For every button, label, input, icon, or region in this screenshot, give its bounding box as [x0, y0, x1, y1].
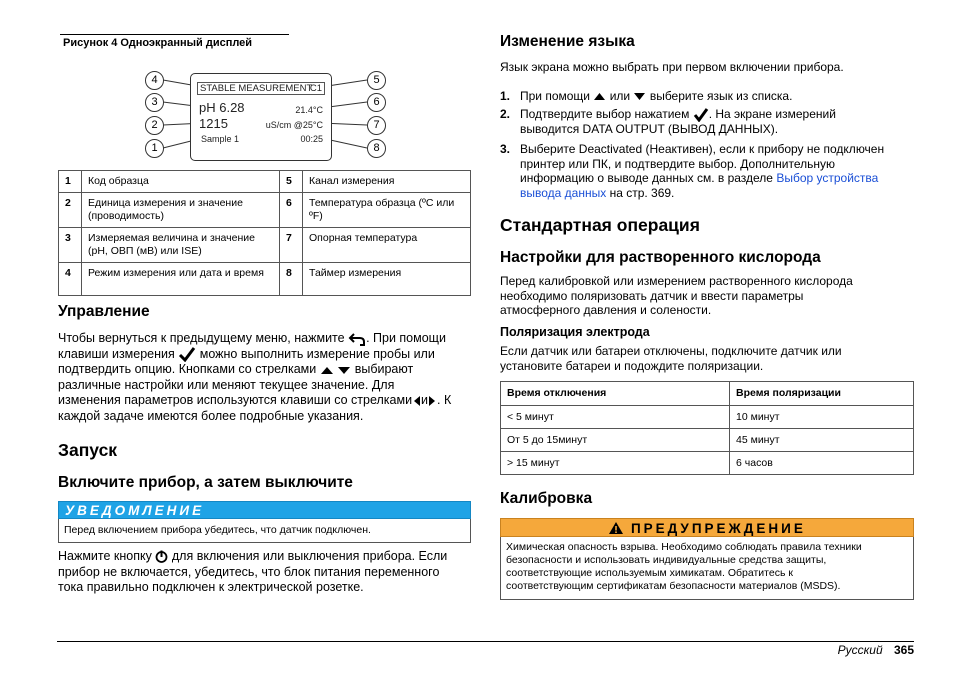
legend-row: 1 Код образца 5 Канал измерения: [59, 171, 471, 193]
language-intro: Язык экрана можно выбрать при первом включении прибора.: [500, 60, 844, 74]
lcd-temp: 21.4°C: [295, 105, 323, 115]
notice-header: УВЕДОМЛЕНИЕ: [58, 501, 471, 519]
heading-start: Запуск: [58, 440, 118, 460]
heading-calibration: Калибровка: [500, 490, 593, 507]
lcd-channel: C1: [309, 83, 322, 94]
table-row: От 5 до 15минут 45 минут: [501, 429, 914, 452]
callout-4: 4: [145, 71, 164, 90]
heading-power: Включите прибор, а затем выключите: [58, 474, 353, 491]
callout-6: 6: [367, 93, 386, 112]
lcd-display: [190, 73, 332, 161]
polarization-table: [500, 381, 914, 475]
arrow-left-icon: [412, 395, 421, 407]
callout-5: 5: [367, 71, 386, 90]
language-step-3: 3. Выберите Deactivated (Неактивен), если к прибору не подключен принтер или ПК, и подтвердите выбор. Дополнительную информацию о выводе данных см. в разделе Выбор устройства вывода данных на стр. 369.: [500, 142, 885, 200]
arrow-up-icon: [593, 92, 606, 101]
arrow-right-icon: [428, 395, 437, 407]
power-icon: [155, 550, 168, 563]
table-header-row: Время отключения Время поляризации: [501, 382, 914, 406]
checkmark-icon: [178, 347, 196, 362]
legend-row: 3 Измеряемая величина и значение (pH, ОВП (мВ) или ISE) 7 Опорная температура: [59, 228, 471, 263]
warning-triangle-icon: [608, 521, 624, 535]
lcd-mode: STABLE MEASUREMENT: [200, 83, 313, 94]
table-row: < 5 минут 10 минут: [501, 406, 914, 429]
notice-body: Перед включением прибора убедитесь, что датчик подключен.: [58, 519, 471, 543]
callout-2: 2: [145, 116, 164, 135]
arrow-down-icon: [337, 365, 351, 375]
callout-7: 7: [367, 116, 386, 135]
warning-body: Химическая опасность взрыва. Необходимо соблюдать правила техники безопасности и использовать индивидуальные средства защиты, соответствующие используемым химикатам. Обратитесь к соответствующим сертификатам безопасности материалов (MSDS).: [500, 537, 914, 600]
heading-dissolved-oxygen: Настройки для растворенного кислорода: [500, 249, 821, 266]
back-arrow-icon: [348, 332, 366, 346]
lcd-conductivity: 1215: [199, 116, 228, 131]
control-paragraph: Чтобы вернуться к предыдущему меню, нажмите . При помощи клавиши измерения можно выполнить измерение пробы или подтвердить опцию. Кнопками со стрелками выбирают различные настройки или меняют текущее значение. Для изменения параметров используются клавиши со стрелками и . К каждой задаче имеются более подробные указания.: [58, 331, 452, 423]
warning-header: ПРЕДУПРЕЖДЕНИЕ: [500, 518, 914, 537]
heading-language: Изменение языка: [500, 33, 635, 50]
table-row: > 15 минут 6 часов: [501, 452, 914, 475]
data-output-link[interactable]: Выбор устройства: [776, 171, 879, 185]
heading-control: Управление: [58, 303, 150, 320]
page-number: 365: [893, 643, 914, 657]
lcd-sample: Sample 1: [201, 134, 240, 144]
callout-8: 8: [367, 139, 386, 158]
arrow-down-icon: [633, 92, 646, 101]
language-step-1: 1. При помощи или выберите язык из списка.: [500, 89, 793, 103]
callout-3: 3: [145, 93, 164, 112]
lcd-cond-unit: uS/cm @25°C: [265, 120, 323, 130]
lcd-ph: pH 6.28: [199, 100, 245, 115]
data-output-link-cont[interactable]: вывода данных: [520, 185, 607, 200]
language-step-2: 2. Подтвердите выбор нажатием . На экране измерений выводится DATA OUTPUT (ВЫВОД ДАННЫХ).: [500, 107, 836, 136]
figure-caption: Рисунок 4 Одноэкранный дисплей: [63, 37, 253, 49]
legend-row: 4 Режим измерения или дата и время 8 Таймер измерения: [59, 263, 471, 296]
checkmark-icon: [693, 108, 709, 122]
do-paragraph: Перед калибровкой или измерением растворенного кислорода необходимо поляризовать датчик и ввести параметры атмосферного давления и солености.: [500, 274, 853, 317]
footer-language: Русский: [837, 643, 883, 657]
power-paragraph: Нажмите кнопку для включения или выключения прибора. Если прибор не включается, убедитесь, что блок питания переменного тока правильно подключен к электрической розетке.: [58, 549, 448, 594]
footer-rule: [57, 641, 914, 642]
polarization-paragraph: Если датчик или батареи отключены, подключите датчик или установите батареи и подождите поляризации.: [500, 344, 842, 373]
legend-row: 2 Единица измерения и значение (проводимость) 6 Температура образца (ºC или ºF): [59, 193, 471, 228]
callout-1: 1: [145, 139, 164, 158]
heading-polarization: Поляризация электрода: [500, 325, 650, 339]
arrow-up-icon: [320, 365, 334, 375]
legend-table: [58, 170, 471, 296]
footer: [838, 643, 914, 657]
heading-standard-operation: Стандартная операция: [500, 215, 700, 235]
lcd-timer: 00:25: [300, 134, 323, 144]
